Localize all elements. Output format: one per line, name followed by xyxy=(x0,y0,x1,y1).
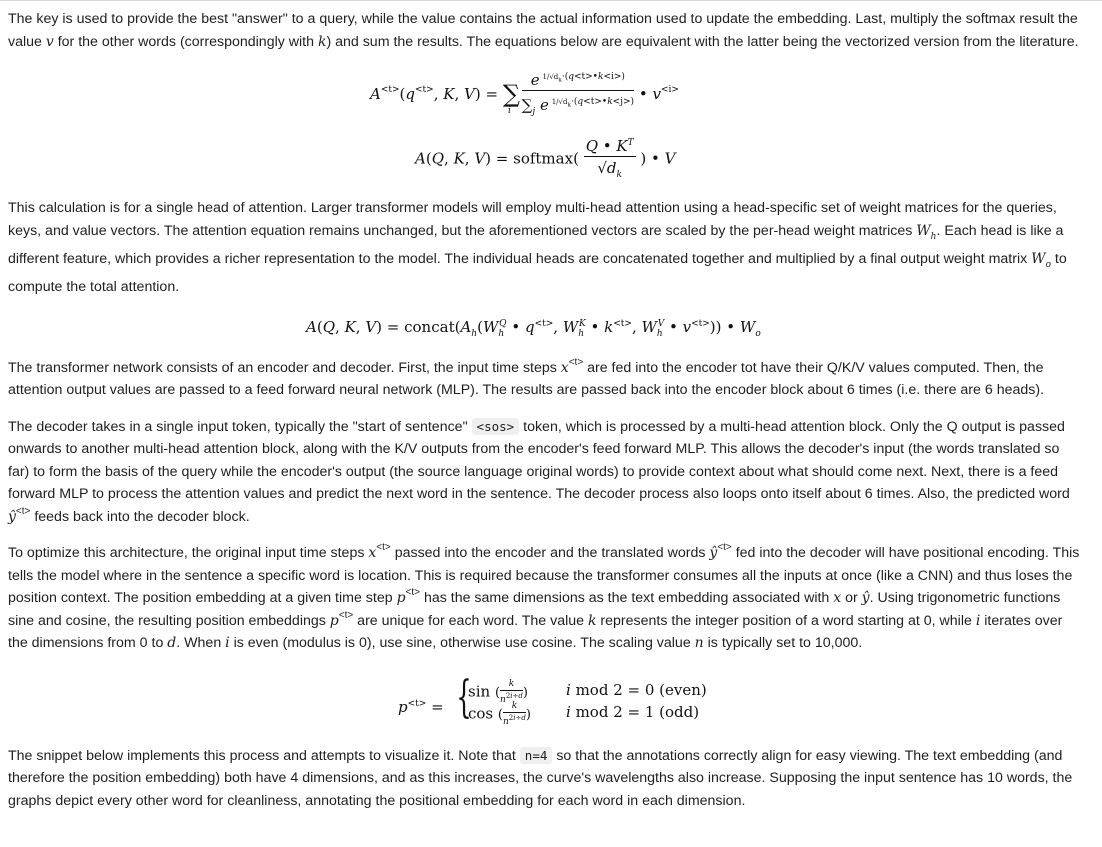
positional-equation-block: $p^{<t>}$ = { sin ( $\frac{k}{n^{2i\div d}}$ ) cos ( $\frac{k}{n^{2i\div d}}$ ) i mod 2 = 0 (even) i mod 2 = 1 (odd) xyxy=(398,671,707,727)
article-body xyxy=(8,6,1080,812)
multihead-equation: A(Q, K, $V) = concat(A_h(W_h^Q$ • $q^{<t>}$, $W_h^K$ • $k^{<t>}$, $W_h^V$ • $v^{<t>}$)) • $W_o$ xyxy=(306,317,761,339)
paragraph-key-value: The key is used to provide the best "answer" to a query, while the value contains the actual information used to update the embedding. Last, multiply the softmax result the value v for the other words (correspondingly with k) and sum the results. The equations below are equivalent with the latter being the vectorized version from the literature. xyxy=(8,11,1079,50)
attention-matrix-equation: A(Q, K, V) = softmax( $\frac{Q • K^T}{√d_k}$ ) • V xyxy=(415,133,675,186)
paragraph-multi-head: This calculation is for a single head of attention. Larger transformer models will employ multi-head attention using a head-specific set of weight matrices for the queries, keys, and value vectors. The attention equation remains unchanged, but the aforementioned vectors are scaled by the per-head weight matrices $W_h$. Each head is like a different feature, which provides a richer representation to the model. The individual heads are concatenated together and multiplied by a final output weight matrix $W_o$ to compute the total attention. xyxy=(8,200,1067,296)
attention-equations xyxy=(8,53,1080,189)
paragraph-positional-encoding: To optimize this architecture, the original input time steps $x^{<t>}$ passed into the encoder and the translated words $ŷ^{<t>}$ fed into the decoder will have positional encoding. This tells the model where in the sentence a specific word is location. This is required because the transformer consumes all the inputs at once (like a CNN) and thus loses the position context. The position embedding at a given time step $p^{<t>}$ has the same dimensions as the text embedding associated with x or ŷ. Using trigonometric functions sine and cosine, the resulting position embeddings $p^{<t>}$ are unique for each word. The value k represents the integer position of a word starting at 0, while i iterates over the dimensions from 0 to d. When i is even (modulus is 0), use sine, otherwise use cosine. The scaling value n is typically set to 10,000. xyxy=(8,542,1080,652)
attention-sum-equation: $A^{<t>}(q^{<t>}$, K, $V) = \sum_i$ $\frac{e ^{1/√d_k\cdot(q<t>•k<i>)}}{\sum_j e ^{1/√d_k\cdot(q<t>•k<j>)}}$ • $v^{<i>}$ xyxy=(370,67,679,123)
paragraph-encoder: The transformer network consists of an encoder and decoder. First, the input time steps $x^{<t>}$ are fed into the encoder tot have their Q/K/V values computed. Then, the attention output values are passed to a feed forward neural network (MLP). The results are passed back into the encoder block about 6 times (i.e. there are 6 heads). xyxy=(8,356,1045,399)
multihead-equation-block xyxy=(8,299,1080,349)
sos-token-code: <sos> xyxy=(472,418,520,435)
paragraph-decoder: The decoder takes in a single input token, typically the "start of sentence" <sos> token, which is processed by a multi-head attention block. Only the Q output is passed onwards to another multi-head attention block, along with the K/V outputs from the encoder's feed forward MLP. This allows the decoder's input (the words translated so far) to form the basis of the query while the encoder's output (the source language original words) to provide context about what should come next. Next, there is a feed forward MLP to process the attention values and predict the next word in the sentence. The decoder process also loops onto itself about 6 times. Also, the predicted word $ŷ^{<t>}$ feeds back into the decoder block. xyxy=(8,418,1070,525)
paragraph-snippet: The snippet below implements this process and attempts to visualize it. Note that n=4 so that the annotations correctly align for easy viewing. The text embedding (and therefore the position embedding) both have 4 dimensions, and as this increases, the curve's wavelengths also increase. Supposing the input sentence has 10 words, the graphs depict every other word for cleanliness, annotating the positional embedding for each word in each dimension. xyxy=(8,747,1073,809)
n4-code: n=4 xyxy=(520,747,553,764)
